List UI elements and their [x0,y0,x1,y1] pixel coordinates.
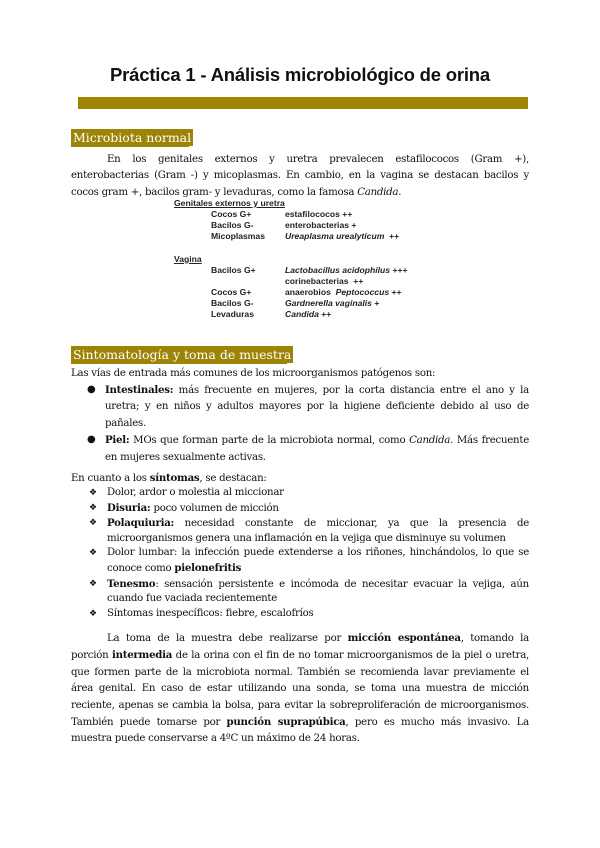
list-item: ❖ Dolor, ardor o molestia al miccionar [87,486,529,501]
flora-row-value: Gardnerella vaginalis + [285,298,380,308]
page-title: Práctica 1 - Análisis microbiológico de orina [110,64,490,85]
list-item: ❖ Síntomas inespecíficos: fiebre, escalofríos [87,607,529,622]
section-underline [71,363,287,364]
section-heading-microbiota: Microbiota normal [73,130,192,145]
diamond-bullet-icon: ❖ [89,518,97,529]
flora-row: Levaduras [211,309,254,319]
list-item: ● Piel: MOs que forman parte de la microbiota normal, como Candida. Más frecuente en mujeres sexualmente activas. [87,434,529,463]
section-heading-sintomatologia: Sintomatología y toma de muestra [73,347,292,362]
flora-row: Bacilos G+ [211,265,256,275]
flora-row: Cocos G+ [211,209,252,219]
flora-genital-heading: Genitales externos y uretra [174,198,285,208]
microbiota-paragraph: En los genitales externos y uretra prevalecen estafilococos (Gram +), enterobacterias (Gram -) y micoplasmas. En cambio, en la vagina se destacan bacilos y cocos gram +, bacilos gram- y levaduras, como la famosa Candida. [71,154,529,198]
flora-row: Cocos G+ [211,287,252,297]
bullet-dot-icon: ● [87,384,96,395]
flora-row-value: enterobacterias + [285,220,357,230]
diamond-bullet-icon: ❖ [89,608,97,619]
flora-row-value: anaerobios Peptococcus ++ [285,287,402,297]
flora-row-value: Ureaplasma urealyticum ++ [285,231,400,241]
section-underline [71,146,189,147]
list-item: ❖ Dolor lumbar: la infección puede extenderse a los riñones, hinchándolos, lo que se conoce como pielonefritis [89,547,529,574]
flora-row: Micoplasmas [211,231,265,241]
symptoms-intro: En cuanto a los síntomas, se destacan: [71,472,267,484]
flora-row-value: Lactobacillus acidophilus +++ [285,265,408,275]
flora-row-value: Candida ++ [285,309,332,319]
routes-list [81,382,529,466]
diamond-bullet-icon: ❖ [89,488,97,498]
diamond-bullet-icon: ❖ [89,502,97,513]
sample-collection-paragraph: La toma de la muestra debe realizarse por micción espontánea, tomando la porción intermedia de la orina con el fin de no tomar microorganismos de la piel o uretra, que formen parte de la microbiota normal. También se recomienda lavar previamente el área genital. En caso de estar utilizando una sonda, se toma una muestra de micción reciente, apenas se cambia la bolsa, para evitar la sobreproliferación de microorganismos. También puede tomarse por punción suprapúbica, pero es mucho más invasivo. La muestra puede conservarse a 4ºC un máximo de 24 horas. [71,632,530,745]
flora-row: Bacilos G- [211,220,254,230]
flora-row-value: corinebacterias ++ [285,276,364,286]
flora-vagina-heading: Vagina [174,254,202,264]
list-item: ❖ Polaquiuria: necesidad constante de miccionar, ya que la presencia de microorganismos genera una inflamación en la vejiga que disminuye su volumen [89,517,529,544]
diamond-bullet-icon: ❖ [89,578,97,589]
list-item: ❖ Disuria: poco volumen de micción [89,501,279,514]
symptoms-list [87,486,529,621]
flora-row: Bacilos G- [211,298,254,308]
list-item: ● Intestinales: más frecuente en mujeres, por la corta distancia entre el ano y la uretra; y en niños y adultos mayores por la higiene deficiente debido al uso de pañales. [87,384,529,429]
routes-intro: Las vías de entrada más comunes de los microorganismos patógenos son: [71,368,436,379]
flora-table [174,198,454,319]
bullet-dot-icon: ● [87,434,96,446]
flora-row-value: estafilococos ++ [285,209,353,219]
diamond-bullet-icon: ❖ [89,548,97,559]
list-item: ❖ Tenesmo: sensación persistente e incómoda de necesitar evacuar la vejiga, aún cuando fue vaciada recientemente [89,577,529,605]
title-underline-bar [78,97,528,109]
